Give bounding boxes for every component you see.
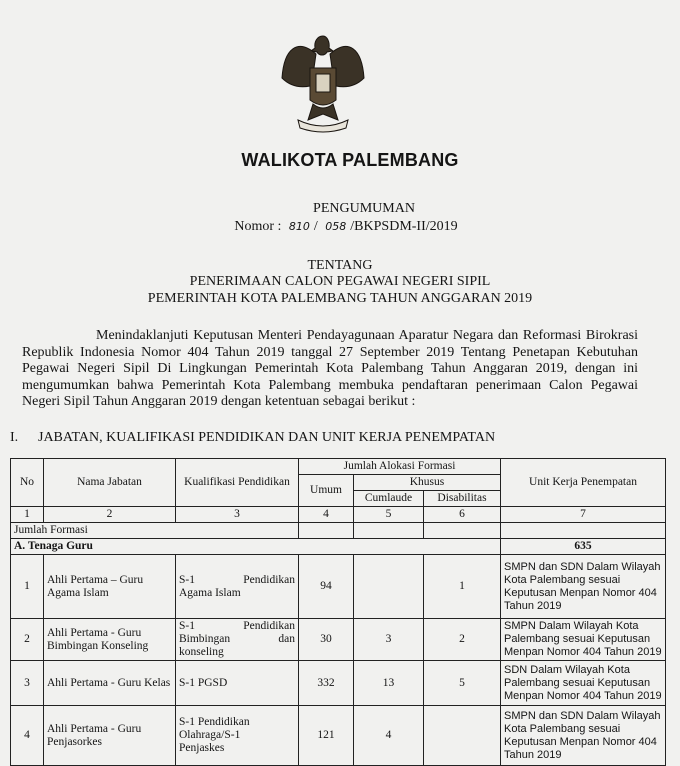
row-umum: 94 xyxy=(299,555,354,619)
row-kualifikasi xyxy=(176,555,299,619)
nomor-handwritten-2: 058 xyxy=(325,220,347,233)
kual-part: Pendidikan xyxy=(243,573,295,586)
header-cumlaude: Cumlaude xyxy=(354,491,424,507)
row-cumlaude xyxy=(354,555,424,619)
row-no: 2 xyxy=(11,619,44,661)
row-kualifikasi xyxy=(176,619,299,661)
row-disabilitas: 5 xyxy=(424,661,501,706)
row-cumlaude: 3 xyxy=(354,619,424,661)
nomor-handwritten-1: 810 xyxy=(288,220,310,233)
row-unit-kerja: SMPN dan SDN Dalam Wilayah Kota Palembang sesuai Keputusan Menpan Nomor 404 Tahun 2019 xyxy=(501,555,666,619)
tentang-label: TENTANG xyxy=(307,258,373,273)
formation-table xyxy=(10,458,666,766)
group-a-total: 635 xyxy=(501,539,666,555)
header-nama-jabatan: Nama Jabatan xyxy=(44,459,176,507)
col-num: 7 xyxy=(501,507,666,523)
announcement-heading: PENGUMUMAN xyxy=(313,201,415,216)
header-kualifikasi: Kualifikasi Pendidikan xyxy=(176,459,299,507)
group-a-row xyxy=(11,539,666,555)
intro-paragraph xyxy=(22,328,638,411)
row-kualifikasi xyxy=(176,706,299,766)
nomor-suffix: /BKPSDM-II/2019 xyxy=(350,219,458,234)
row-no: 3 xyxy=(11,661,44,706)
issuer-title: WALIKOTA PALEMBANG xyxy=(241,150,459,170)
nomor-label: Nomor : xyxy=(234,219,282,234)
col-num: 6 xyxy=(424,507,501,523)
kual-part: Agama Islam xyxy=(179,586,241,599)
row-unit-kerja: SMPN dan SDN Dalam Wilayah Kota Palembang sesuai Keputusan Menpan Nomor 404 Tahun 2019 xyxy=(501,706,666,766)
section-title: JABATAN, KUALIFIKASI PENDIDIKAN DAN UNIT KERJA PENEMPATAN xyxy=(38,430,496,445)
header-jumlah-alokasi: Jumlah Alokasi Formasi xyxy=(299,459,501,475)
group-a-label: A. Tenaga Guru xyxy=(11,539,501,555)
subject-line-1: PENERIMAAN CALON PEGAWAI NEGERI SIPIL xyxy=(189,274,491,289)
col-num: 1 xyxy=(11,507,44,523)
row-nama-jabatan: Ahli Pertama - Guru Kelas xyxy=(44,661,176,706)
row-disabilitas: 1 xyxy=(424,555,501,619)
row-nama-jabatan: Ahli Pertama - Guru Penjasorkes xyxy=(44,706,176,766)
table-row xyxy=(11,706,666,766)
kual-part: S-1 Pendidikan xyxy=(179,716,250,728)
kual-part: S-1 xyxy=(179,573,195,586)
kual-part: Olahraga/S-1 xyxy=(179,729,241,741)
announcement-number xyxy=(0,219,680,235)
subject-line-2: PEMERINTAH KOTA PALEMBANG TAHUN ANGGARAN 2019 xyxy=(147,291,533,306)
row-disabilitas: 2 xyxy=(424,619,501,661)
jumlah-formasi-row xyxy=(11,523,666,539)
row-disabilitas xyxy=(424,706,501,766)
table-row xyxy=(11,555,666,619)
table-row xyxy=(11,661,666,706)
row-no: 4 xyxy=(11,706,44,766)
kual-part: Pendidikan xyxy=(243,620,295,632)
header-umum: Umum xyxy=(299,475,354,507)
header-khusus: Khusus xyxy=(354,475,501,491)
col-num: 5 xyxy=(354,507,424,523)
kual-part: Bimbingan dan konseling xyxy=(179,633,295,658)
row-unit-kerja: SMPN Dalam Wilayah Kota Palembang sesuai Keputusan Menpan Nomor 404 Tahun 2019 xyxy=(501,619,666,661)
kual-part: S-1 xyxy=(179,620,195,632)
row-umum: 121 xyxy=(299,706,354,766)
col-num: 4 xyxy=(299,507,354,523)
row-kualifikasi xyxy=(176,661,299,706)
row-nama-jabatan: Ahli Pertama – Guru Agama Islam xyxy=(44,555,176,619)
jumlah-formasi-label: Jumlah Formasi xyxy=(11,523,299,539)
header-disabilitas: Disabilitas xyxy=(424,491,501,507)
column-number-row xyxy=(11,507,666,523)
row-umum: 30 xyxy=(299,619,354,661)
section-number: I. xyxy=(10,430,19,445)
row-nama-jabatan: Ahli Pertama - Guru Bimbingan Konseling xyxy=(44,619,176,661)
col-num: 2 xyxy=(44,507,176,523)
header-no: No xyxy=(11,459,44,507)
header-unit-kerja: Unit Kerja Penempatan xyxy=(501,459,666,507)
row-cumlaude: 13 xyxy=(354,661,424,706)
kual-part: S-1 PGSD xyxy=(179,676,228,689)
row-unit-kerja: SDN Dalam Wilayah Kota Palembang sesuai Keputusan Menpan Nomor 404 Tahun 2019 xyxy=(501,661,666,706)
row-cumlaude: 4 xyxy=(354,706,424,766)
row-no: 1 xyxy=(11,555,44,619)
col-num: 3 xyxy=(176,507,299,523)
kual-part: Penjaskes xyxy=(179,742,225,754)
garuda-emblem-icon xyxy=(278,28,368,138)
table-row xyxy=(11,619,666,661)
row-umum: 332 xyxy=(299,661,354,706)
section-heading xyxy=(10,430,495,446)
intro-text: Menindaklanjuti Keputusan Menteri Pendayagunaan Aparatur Negara dan Reformasi Birokrasi Republik Indonesia Nomor 404 Tahun 2019 tanggal 27 September 2019 Tentang Penetapan Kebutuhan Pegawai Negeri Sipil Di Lingkungan Pemerintah Kota Palembang Tahun Anggaran 2019, dengan ini mengumumkan bahwa Pemerintah Kota Palembang membuka pendaftaran penerimaan Calon Pegawai Negeri Sipil Tahun Anggaran 2019 dengan ketentuan sebagai berikut : xyxy=(22,328,638,409)
nomor-separator: / xyxy=(313,219,318,234)
